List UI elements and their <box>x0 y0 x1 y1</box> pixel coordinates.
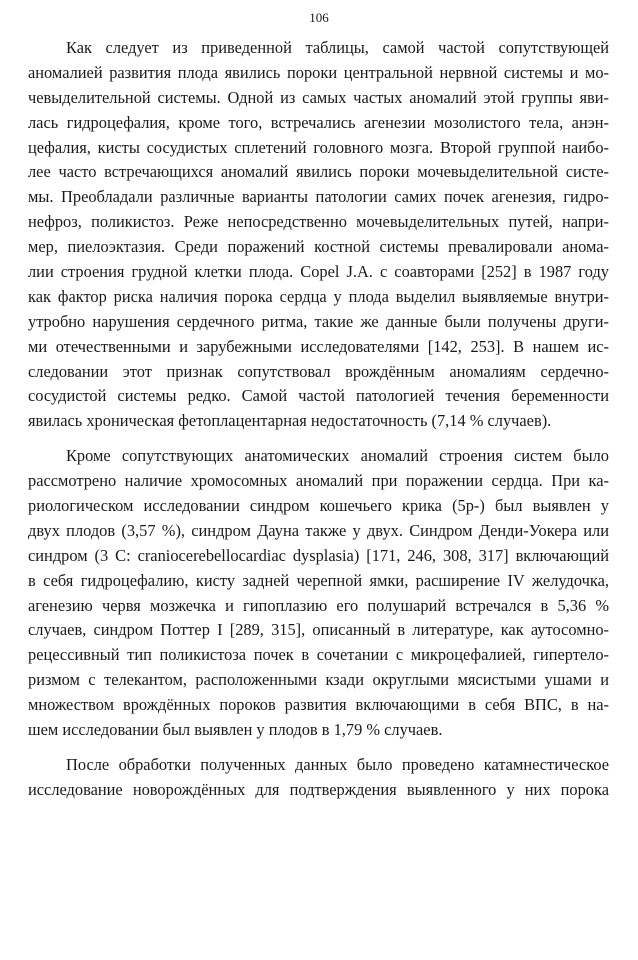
document-body <box>28 36 609 803</box>
text-line: явилась хроническая фетоплацентарная недостаточность (7,14 % случаев). <box>28 411 552 431</box>
text-line: следовании этот признак сопутствовал врождённым аномалиям сердечно- <box>28 361 609 381</box>
text-line: в себя гидроцефалию, кисту задней черепной ямки, расширение IV желудочка, <box>28 570 609 590</box>
text-line: риологическом исследовании синдром кошечьего крика (5р-) был выявлен у <box>28 496 609 516</box>
text-line: ризмом с телекантом, расположенными кзади округлыми мясистыми ушами и <box>28 670 609 690</box>
text-line: Как следует из приведенной таблицы, самой частой сопутствующей <box>66 38 609 57</box>
paragraph-spacer <box>28 743 609 753</box>
paragraph-2 <box>28 444 609 743</box>
page-number: 106 <box>309 10 329 25</box>
text-line: синдром (3 C: craniocerebellocardiac dysplasia) [171, 246, 308, 317] включающий <box>28 545 609 565</box>
text-line: множеством врождённых пороков развития включающими в себя ВПС, в на- <box>28 695 609 715</box>
text-line: как фактор риска наличия порока сердца у плода выделил выявляемые внутри- <box>28 286 609 306</box>
text-line: исследование новорождённых для подтверждения выявленного у них порока <box>28 779 609 799</box>
text-line: утробно нарушения сердечного ритма, такие же данные были получены други- <box>28 311 609 331</box>
text-line: сосудистой системы редко. Самой частой патологией течения беременности <box>28 386 609 406</box>
text-line: цефалия, кисты сосудистых сплетений головного мозга. Второй группой наибо- <box>28 137 609 157</box>
text-line: мы. Преобладали различные варианты патологии самих почек агенезия, гидро- <box>28 187 609 207</box>
text-line: двух плодов (3,57 %), синдром Дауна также у двух. Синдром Денди-Уокера или <box>28 520 609 540</box>
text-line: лии строения грудной клетки плода. Copel J.A. с соавторами [252] в 1987 году <box>28 262 609 282</box>
text-line: мер, пиелоэктазия. Среди поражений костной системы превалировали анома- <box>28 237 609 257</box>
text-line: лась гидроцефалия, кроме того, встречались агенезии мозолистого тела, анэн- <box>28 112 609 132</box>
text-line: случаев, синдром Поттер I [289, 315], описанный в литературе, как аутосомно- <box>28 620 609 640</box>
paragraph-3 <box>28 753 609 803</box>
text-line: лее часто встречающихся аномалий явились пороки мочевыделительной систе- <box>28 162 609 182</box>
text-line: нефроз, поликистоз. Реже непосредственно мочевыделительных путей, напри- <box>28 212 609 232</box>
text-line: чевыделительной системы. Одной из самых частых аномалий этой группы яви- <box>28 87 609 107</box>
text-line: агенезию червя мозжечка и гипоплазию его полушарий встречался в 5,36 % <box>28 595 609 615</box>
text-line: рецессивный тип поликистоза почек в сочетании с микроцефалией, гипертело- <box>28 645 609 665</box>
text-line: ми отечественными и зарубежными исследователями [142, 253]. В нашем ис- <box>28 336 609 356</box>
text-line: шем исследовании был выявлен у плодов в 1,79 % случаев. <box>28 720 443 740</box>
paragraph-spacer <box>28 434 609 444</box>
paragraph-1 <box>28 36 609 434</box>
text-line: аномалией развития плода явились пороки центральной нервной системы и мо- <box>28 62 609 82</box>
text-line: рассмотрено наличие хромосомных аномалий при поражении сердца. При ка- <box>28 471 609 491</box>
text-line: Кроме сопутствующих анатомических аномалий строения систем было <box>66 446 609 466</box>
text-line: После обработки полученных данных было проведено катамнестическое <box>66 754 609 774</box>
